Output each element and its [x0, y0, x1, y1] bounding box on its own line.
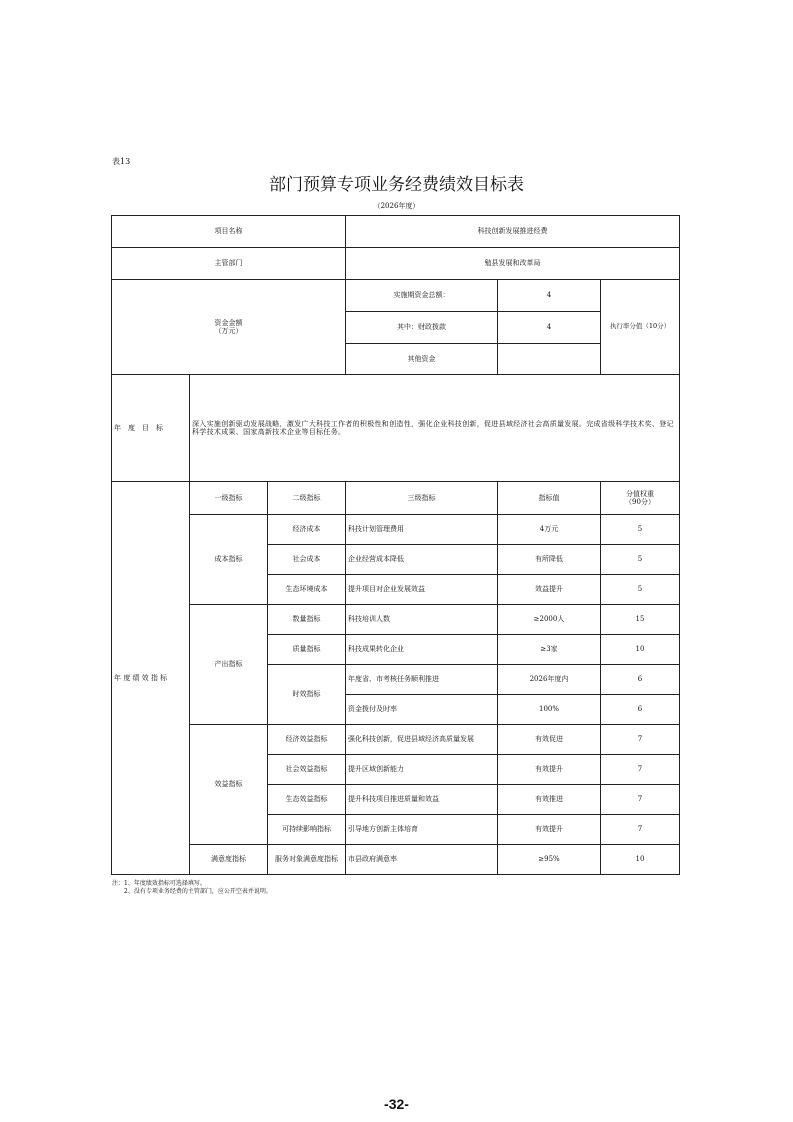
indicator-weight: 10 [601, 845, 680, 875]
level3-indicator: 提升科技项目推进质量和效益 [346, 785, 498, 815]
level2-indicator: 数量指标 [268, 605, 346, 635]
level3-indicator: 年度省、市考核任务顺利推进 [346, 665, 498, 695]
level3-indicator: 强化科技创新，促进县域经济高质量发展 [346, 725, 498, 755]
level2-indicator: 生态环境成本 [268, 575, 346, 605]
level2-indicator: 经济成本 [268, 515, 346, 545]
indicator-weight: 5 [601, 545, 680, 575]
funds-total-label: 实施期资金总额： [346, 280, 498, 312]
table-row [112, 605, 680, 635]
level3-indicator: 市县政府满意率 [346, 845, 498, 875]
indicator-weight: 6 [601, 695, 680, 725]
indicator-weight: 15 [601, 605, 680, 635]
column-header: 分值权重 （90分） [601, 482, 680, 515]
level3-indicator: 科技培训人数 [346, 605, 498, 635]
indicator-weight: 6 [601, 665, 680, 695]
project-name: 科技创新发展推进经费 [346, 216, 680, 248]
dept: 勉县发展和改革局 [346, 248, 680, 280]
indicator-value: ≥2000人 [498, 605, 601, 635]
level3-indicator: 企业经营成本降低 [346, 545, 498, 575]
indicator-value: 有效推进 [498, 785, 601, 815]
note-1: 注：1、年度绩效指标可选择填写。 [112, 880, 206, 887]
table-number: 表13 [112, 157, 131, 166]
column-header: 二级指标 [268, 482, 346, 515]
table-row [112, 725, 680, 755]
project-name-label: 项目名称 [112, 216, 346, 248]
indicator-weight: 7 [601, 815, 680, 845]
level2-indicator: 生态效益指标 [268, 785, 346, 815]
indicator-value: 有效提升 [498, 755, 601, 785]
page-title: 部门预算专项业务经费绩效目标表 [269, 175, 524, 195]
goal-text: 深入实施创新驱动发展战略，激发广大科技工作者的积极性和创造性，强化企业科技创新，促进县域经济社会高质量发展。完成省级科学技术奖、登记科学技术成果、国家高新技术企业等目标任务。 [190, 375, 680, 482]
table-row [112, 845, 680, 875]
level3-indicator: 资金拨付及时率 [346, 695, 498, 725]
dept-label: 主管部门 [112, 248, 346, 280]
perf-label: 年 度 绩 效 指 标 [112, 482, 190, 875]
notes [112, 880, 272, 896]
column-header: 三级指标 [346, 482, 498, 515]
level2-indicator: 社会效益指标 [268, 755, 346, 785]
page-number: -32- [384, 1096, 409, 1112]
level3-indicator: 科技计划管理费用 [346, 515, 498, 545]
funds-fiscal-value: 4 [498, 312, 601, 344]
indicator-value: 100% [498, 695, 601, 725]
goal-label: 年 度 目 标 [112, 375, 190, 482]
level3-indicator: 引导地方创新主体培育 [346, 815, 498, 845]
funds-fiscal-label: 其中：财政拨款 [346, 312, 498, 344]
funds-label: 资金金额 （万元） [112, 280, 346, 375]
funds-total-value: 4 [498, 280, 601, 312]
level2-indicator: 社会成本 [268, 545, 346, 575]
level2-indicator: 可持续影响指标 [268, 815, 346, 845]
level1-indicator: 成本指标 [190, 515, 268, 605]
indicator-weight: 10 [601, 635, 680, 665]
level2-indicator: 质量指标 [268, 635, 346, 665]
indicator-value: 有效促进 [498, 725, 601, 755]
indicator-weight: 5 [601, 575, 680, 605]
level1-indicator: 效益指标 [190, 725, 268, 845]
indicator-value: 有效提升 [498, 815, 601, 845]
level3-indicator: 提升项目对企业发展效益 [346, 575, 498, 605]
level2-indicator: 时效指标 [268, 665, 346, 725]
indicator-value: 4万元 [498, 515, 601, 545]
funds-other-label: 其他资金 [346, 344, 498, 375]
level2-indicator: 服务对象满意度指标 [268, 845, 346, 875]
indicator-value: 2026年度内 [498, 665, 601, 695]
performance-table [111, 215, 680, 875]
indicator-weight: 7 [601, 785, 680, 815]
level3-indicator: 提升区域创新能力 [346, 755, 498, 785]
column-header: 指标值 [498, 482, 601, 515]
indicator-weight: 7 [601, 755, 680, 785]
indicator-value: 有所降低 [498, 545, 601, 575]
indicator-weight: 5 [601, 515, 680, 545]
level1-indicator: 产出指标 [190, 605, 268, 725]
fiscal-year: （2026年度） [373, 202, 420, 210]
level2-indicator: 经济效益指标 [268, 725, 346, 755]
exec-score: 执行率分值（10分） [601, 280, 680, 375]
indicator-value: 效益提升 [498, 575, 601, 605]
funds-other-value [498, 344, 601, 375]
table-row [112, 515, 680, 545]
indicator-weight: 7 [601, 725, 680, 755]
indicator-value: ≥3家 [498, 635, 601, 665]
note-2: 2、没有专项业务经费的主管部门，应公开空表并说明。 [124, 887, 272, 895]
level1-indicator: 满意度指标 [190, 845, 268, 875]
indicator-value: ≥95% [498, 845, 601, 875]
level3-indicator: 科技成果转化企业 [346, 635, 498, 665]
column-header: 一级指标 [190, 482, 268, 515]
